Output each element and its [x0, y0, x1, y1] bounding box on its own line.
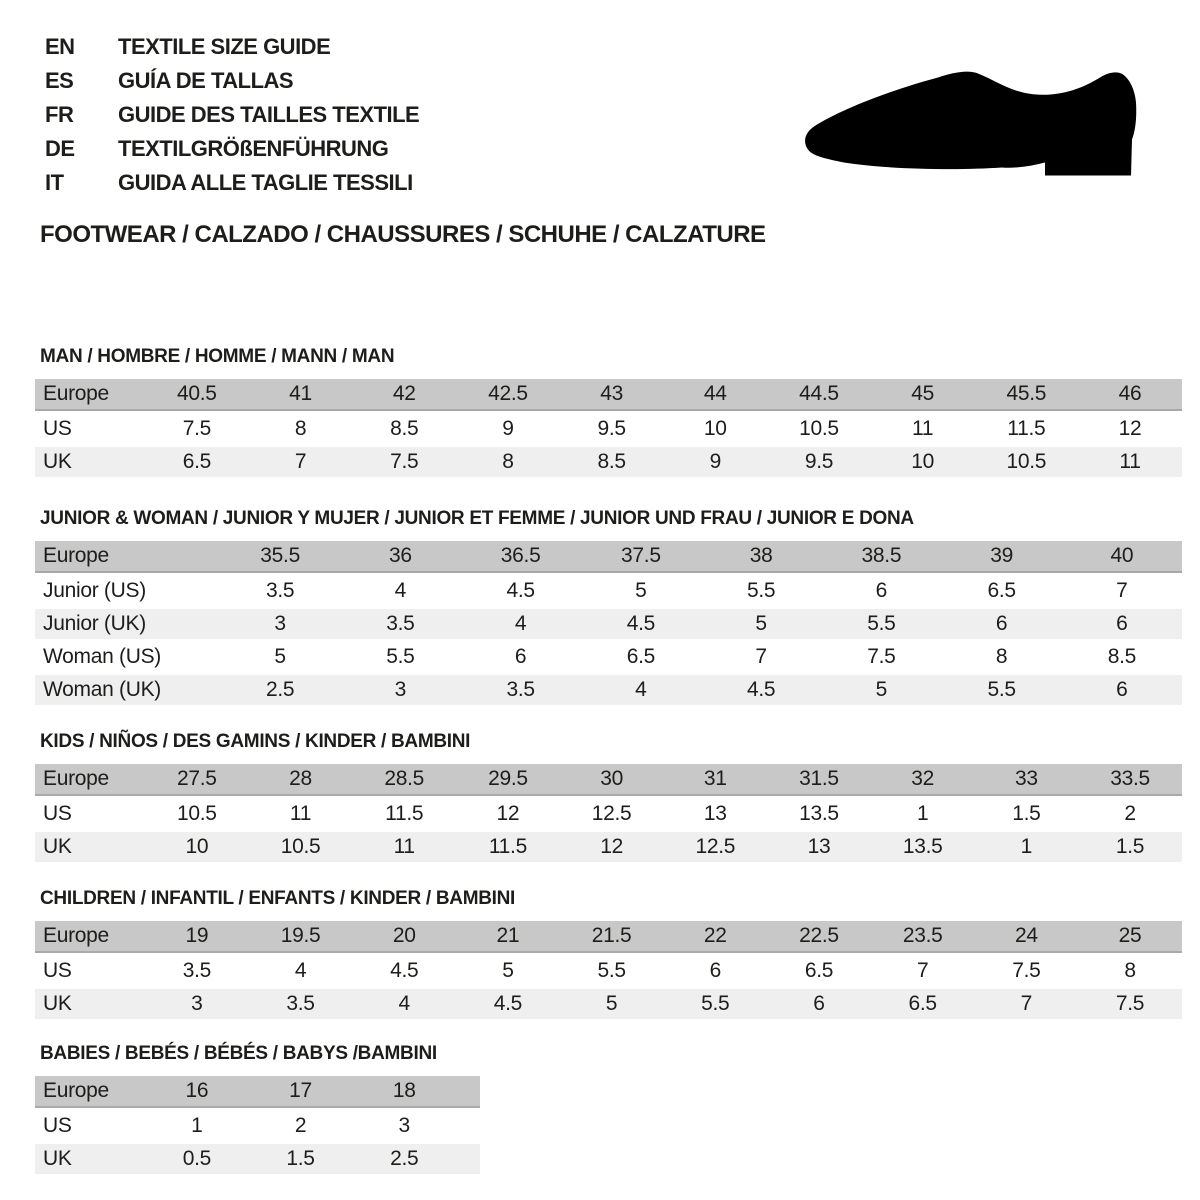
- size-value-cell: 13.5: [799, 802, 839, 825]
- size-value-cell: 10.5: [1006, 450, 1047, 473]
- language-label: TEXTILE SIZE GUIDE: [118, 34, 331, 59]
- size-value-cell: 5.5: [701, 992, 730, 1015]
- size-table-section-man: [35, 346, 1182, 480]
- language-code: DE: [45, 136, 75, 161]
- size-value-cell: 4: [398, 992, 410, 1015]
- size-value-cell: 37.5: [621, 544, 661, 567]
- language-label: TEXTILGRÖßENFÜHRUNG: [118, 136, 389, 161]
- size-value-cell: 5.5: [746, 579, 776, 602]
- size-value-cell: 0.5: [182, 1147, 211, 1170]
- row-label-cell: Woman (UK): [43, 678, 161, 701]
- size-value-cell: 3.5: [386, 612, 415, 635]
- row-label-cell: US: [43, 959, 72, 982]
- size-value-cell: 11: [393, 835, 415, 858]
- size-value-cell: 8.5: [390, 417, 419, 440]
- size-value-cell: 3.5: [506, 678, 535, 701]
- size-value-cell: 44: [703, 382, 727, 405]
- row-label-cell: UK: [43, 992, 72, 1015]
- size-value-cell: 4: [294, 959, 307, 982]
- size-value-cell: 3.5: [265, 579, 295, 602]
- row-label-cell: US: [43, 1114, 72, 1137]
- size-value-cell: 10.5: [280, 835, 321, 858]
- size-value-cell: 5.5: [867, 612, 896, 635]
- row-label-cell: Europe: [43, 924, 109, 947]
- row-label-cell: US: [43, 417, 72, 440]
- size-value-cell: 25: [1118, 924, 1142, 947]
- dress-shoe-icon: [800, 64, 1140, 179]
- size-value-cell: 2.5: [390, 1147, 419, 1170]
- size-value-cell: 11.5: [385, 802, 424, 825]
- size-value-cell: 9: [709, 450, 721, 473]
- table-row: [35, 642, 1182, 672]
- size-value-cell: 3: [394, 678, 407, 701]
- size-value-cell: 6: [813, 992, 825, 1015]
- size-value-cell: 2: [294, 1114, 307, 1137]
- size-value-cell: 12.5: [591, 802, 632, 825]
- size-value-cell: 33.5: [1110, 767, 1150, 790]
- size-value-cell: 19: [185, 924, 209, 947]
- language-label: GUIDE DES TAILLES TEXTILE: [118, 102, 420, 127]
- size-value-cell: 31.5: [799, 767, 839, 790]
- size-value-cell: 11.5: [1007, 417, 1046, 440]
- size-table-section-kids: [35, 731, 1182, 865]
- row-label-cell: UK: [43, 1147, 72, 1170]
- size-value-cell: 11: [289, 802, 312, 825]
- size-value-cell: 11: [912, 417, 934, 440]
- size-value-cell: 40: [1110, 544, 1134, 567]
- size-value-cell: 4.5: [746, 678, 776, 701]
- size-table-children: [35, 921, 1182, 1019]
- size-value-cell: 7.5: [182, 417, 211, 440]
- size-value-cell: 4: [394, 579, 407, 602]
- size-value-cell: 8.5: [1107, 645, 1137, 668]
- table-row: [35, 609, 1182, 639]
- size-value-cell: 6: [1116, 678, 1128, 701]
- row-label-cell: Europe: [43, 382, 109, 405]
- size-table-kids: [35, 764, 1182, 862]
- size-value-cell: 41: [289, 382, 312, 405]
- size-value-cell: 5: [502, 959, 514, 982]
- language-label: GUIDA ALLE TAGLIE TESSILI: [118, 170, 413, 195]
- size-table-section-children: [35, 888, 1182, 1022]
- language-code: FR: [45, 102, 74, 127]
- size-value-cell: 29.5: [488, 767, 528, 790]
- size-value-cell: 23.5: [902, 924, 943, 947]
- section-title-children: CHILDREN / INFANTIL / ENFANTS / KINDER / BAMBINI: [40, 888, 516, 909]
- row-label-cell: Junior (US): [43, 579, 146, 602]
- size-value-cell: 1: [191, 1114, 203, 1137]
- section-title-man: MAN / HOMBRE / HOMME / MANN / MAN: [40, 346, 395, 367]
- size-value-cell: 42: [392, 382, 416, 405]
- row-label-cell: Junior (UK): [43, 612, 146, 635]
- size-table-section-junior-woman: [35, 508, 1182, 708]
- size-value-cell: 13: [807, 835, 831, 858]
- size-value-cell: 1.5: [1115, 835, 1145, 858]
- size-value-cell: 4.5: [493, 992, 523, 1015]
- size-value-cell: 12: [496, 802, 520, 825]
- size-value-cell: 27.5: [177, 767, 217, 790]
- size-value-cell: 5.5: [597, 959, 626, 982]
- size-value-cell: 9.5: [597, 417, 626, 440]
- size-value-cell: 22.5: [799, 924, 839, 947]
- size-value-cell: 8: [502, 450, 514, 473]
- language-row: [45, 64, 419, 98]
- size-value-cell: 31: [703, 767, 727, 790]
- size-value-cell: 7: [916, 959, 929, 982]
- size-value-cell: 40.5: [177, 382, 217, 405]
- row-label-cell: Woman (US): [43, 645, 161, 668]
- size-value-cell: 39: [990, 544, 1013, 567]
- size-value-cell: 7: [1116, 579, 1128, 602]
- size-value-cell: 5: [274, 645, 286, 668]
- size-value-cell: 12.5: [695, 835, 736, 858]
- row-label-cell: US: [43, 802, 72, 825]
- table-header-row: [35, 921, 1182, 953]
- size-table-babies: [35, 1076, 480, 1174]
- size-value-cell: 4.5: [506, 579, 535, 602]
- table-row: [35, 832, 1182, 862]
- size-value-cell: 46: [1118, 382, 1142, 405]
- size-value-cell: 5: [605, 992, 618, 1015]
- size-value-cell: 18: [392, 1079, 416, 1102]
- size-value-cell: 12: [600, 835, 623, 858]
- language-row: [45, 30, 419, 64]
- size-value-cell: 3: [191, 992, 203, 1015]
- size-value-cell: 8: [294, 417, 307, 440]
- size-value-cell: 3.5: [182, 959, 211, 982]
- size-value-cell: 7: [294, 450, 307, 473]
- size-value-cell: 3: [398, 1114, 410, 1137]
- size-value-cell: 13: [703, 802, 727, 825]
- size-table-man: [35, 379, 1182, 477]
- size-value-cell: 10: [911, 450, 935, 473]
- size-value-cell: 33: [1014, 767, 1038, 790]
- size-value-cell: 22: [703, 924, 727, 947]
- dress-shoe-silhouette: [800, 64, 1140, 179]
- size-value-cell: 36.5: [500, 544, 541, 567]
- table-row: [35, 956, 1182, 986]
- size-value-cell: 21.5: [591, 924, 632, 947]
- table-header-row: [35, 764, 1182, 796]
- table-row: [35, 989, 1182, 1019]
- size-value-cell: 9.5: [804, 450, 834, 473]
- size-value-cell: 6: [995, 612, 1008, 635]
- size-value-cell: 6.5: [987, 579, 1016, 602]
- section-title-kids: KIDS / NIÑOS / DES GAMINS / KINDER / BAMBINI: [40, 731, 471, 752]
- table-header-row: [35, 541, 1182, 573]
- language-code: ES: [45, 68, 74, 93]
- size-value-cell: 5: [635, 579, 647, 602]
- size-value-cell: 6: [875, 579, 888, 602]
- size-value-cell: 10.5: [177, 802, 217, 825]
- size-value-cell: 1.5: [286, 1147, 315, 1170]
- size-table-section-babies: [35, 1043, 480, 1177]
- section-title-junior-woman: JUNIOR & WOMAN / JUNIOR Y MUJER / JUNIOR ET FEMME / JUNIOR UND FRAU / JUNIOR E DONA: [40, 508, 914, 529]
- language-row: [45, 166, 419, 200]
- table-row: [35, 799, 1182, 829]
- size-value-cell: 45.5: [1006, 382, 1047, 405]
- size-value-cell: 1: [1020, 835, 1033, 858]
- size-value-cell: 11: [1119, 450, 1141, 473]
- size-value-cell: 12: [1118, 417, 1142, 440]
- size-value-cell: 5: [755, 612, 767, 635]
- language-code: EN: [45, 34, 75, 59]
- row-label-cell: Europe: [43, 1079, 109, 1102]
- size-value-cell: 2: [1124, 802, 1136, 825]
- language-row: [45, 98, 419, 132]
- size-table-junior-woman: [35, 541, 1182, 705]
- size-value-cell: 7.5: [867, 645, 896, 668]
- size-value-cell: 36: [388, 544, 412, 567]
- size-value-cell: 20: [392, 924, 416, 947]
- table-row: [35, 576, 1182, 606]
- size-value-cell: 1: [916, 802, 929, 825]
- size-value-cell: 4.5: [626, 612, 656, 635]
- size-value-cell: 30: [600, 767, 623, 790]
- language-label: GUÍA DE TALLAS: [118, 68, 294, 93]
- row-label-cell: Europe: [43, 544, 109, 567]
- size-value-cell: 5: [875, 678, 888, 701]
- table-row: [35, 675, 1182, 705]
- size-value-cell: 9: [502, 417, 514, 440]
- size-value-cell: 10: [703, 417, 727, 440]
- size-value-cell: 6.5: [182, 450, 211, 473]
- size-value-cell: 7.5: [1012, 959, 1041, 982]
- size-value-cell: 13.5: [902, 835, 943, 858]
- section-title-babies: BABIES / BEBÉS / BÉBÉS / BABYS /BAMBINI: [40, 1043, 437, 1064]
- size-value-cell: 21: [496, 924, 520, 947]
- size-value-cell: 6.5: [626, 645, 656, 668]
- size-value-cell: 38.5: [861, 544, 902, 567]
- table-header-row: [35, 1076, 480, 1108]
- table-row: [35, 1144, 480, 1174]
- size-value-cell: 4: [635, 678, 647, 701]
- size-value-cell: 7: [755, 645, 767, 668]
- size-value-cell: 5.5: [987, 678, 1016, 701]
- language-list: [45, 30, 419, 200]
- row-label-cell: UK: [43, 450, 72, 473]
- row-label-cell: UK: [43, 835, 72, 858]
- size-value-cell: 8: [995, 645, 1008, 668]
- size-value-cell: 6.5: [804, 959, 834, 982]
- size-value-cell: 6: [709, 959, 721, 982]
- language-row: [45, 132, 419, 166]
- size-value-cell: 4.5: [390, 959, 419, 982]
- size-value-cell: 19.5: [280, 924, 321, 947]
- size-value-cell: 44.5: [799, 382, 839, 405]
- size-value-cell: 4: [514, 612, 527, 635]
- size-value-cell: 38: [749, 544, 773, 567]
- language-code: IT: [45, 170, 64, 195]
- size-value-cell: 28: [289, 767, 312, 790]
- size-value-cell: 5.5: [386, 645, 415, 668]
- size-value-cell: 6: [1116, 612, 1128, 635]
- size-value-cell: 3.5: [286, 992, 315, 1015]
- size-value-cell: 6: [514, 645, 527, 668]
- category-title: FOOTWEAR / CALZADO / CHAUSSURES / SCHUHE / CALZATURE: [40, 221, 766, 248]
- size-value-cell: 11.5: [488, 835, 527, 858]
- size-value-cell: 3: [274, 612, 286, 635]
- size-value-cell: 43: [600, 382, 623, 405]
- row-label-cell: Europe: [43, 767, 109, 790]
- size-value-cell: 24: [1014, 924, 1038, 947]
- size-value-cell: 42.5: [488, 382, 528, 405]
- table-row: [35, 1111, 480, 1141]
- size-value-cell: 7.5: [1115, 992, 1145, 1015]
- size-value-cell: 8.5: [597, 450, 626, 473]
- size-value-cell: 2.5: [265, 678, 295, 701]
- size-value-cell: 7: [1020, 992, 1033, 1015]
- size-value-cell: 10.5: [799, 417, 839, 440]
- table-row: [35, 414, 1182, 444]
- size-value-cell: 7.5: [390, 450, 419, 473]
- size-value-cell: 10: [185, 835, 209, 858]
- size-value-cell: 1.5: [1012, 802, 1041, 825]
- size-value-cell: 45: [911, 382, 935, 405]
- size-value-cell: 32: [911, 767, 935, 790]
- size-value-cell: 35.5: [260, 544, 300, 567]
- size-value-cell: 16: [185, 1079, 209, 1102]
- size-value-cell: 8: [1124, 959, 1136, 982]
- size-value-cell: 17: [289, 1079, 312, 1102]
- table-header-row: [35, 379, 1182, 411]
- table-row: [35, 447, 1182, 477]
- size-value-cell: 28.5: [384, 767, 425, 790]
- size-value-cell: 6.5: [908, 992, 937, 1015]
